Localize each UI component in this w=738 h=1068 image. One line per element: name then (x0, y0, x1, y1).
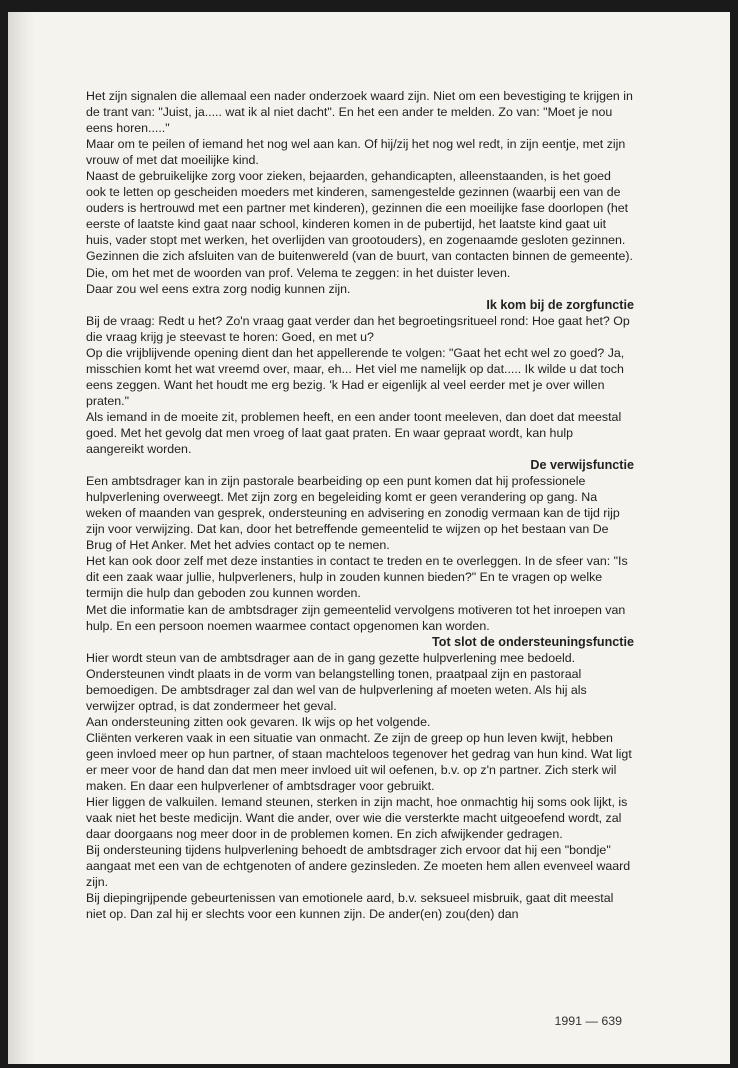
paragraph: Bij diepingrijpende gebeurtenissen van emotionele aard, b.v. seksueel misbruik, gaat dit meestal niet op. Dan zal hij er slechts voor een kunnen zijn. De ander(en) zou(den) dan (86, 891, 614, 922)
paragraph: Cliënten verkeren vaak in een situatie van onmacht. Ze zijn de greep op hun leven kwijt, hebben geen invloed meer op hun partner, of staan machteloos tegenover het gedrag van hun kind. Wat ligt er meer voor de hand dan dat men meer invloed uit wil oefenen, b.v. op z'n partner. Zich sterk wil maken. En daar een hulpverlener of ambtsdrager voor gebruikt. (86, 730, 632, 794)
page-binding-shadow (8, 12, 36, 1064)
paragraph: Hier liggen de valkuilen. Iemand steunen, sterken in zijn macht, hoe onmachtig hij soms ook lijkt, is vaak niet het beste medicijn. Want die ander, over wie die versterkte macht uitgeoefend wordt, zal daar doorgaans nog meer door in de problemen komen. En zich afwijkender gedragen. (86, 795, 628, 842)
paragraph: Met die informatie kan de ambtsdrager zijn gemeentelid vervolgens motiveren tot het inroepen van hulp. En een persoon noemen waarmee contact opgenomen kan worden. (86, 602, 626, 633)
paragraph: Daar zou wel eens extra zorg nodig kunnen zijn. (86, 281, 351, 296)
document-page (8, 12, 730, 1064)
section-heading-verwijsfunctie: De verwijsfunctie (530, 458, 634, 473)
section-heading-zorgfunctie: Ik kom bij de zorgfunctie (486, 297, 634, 312)
paragraph: Bij ondersteuning tijdens hulpverlening behoedt de ambtsdrager zich ervoor dat hij een "bondje" aangaat met een van de echtgenoten of andere gezinsleden. Ze moeten hem allen evenveel waard zijn. (86, 843, 631, 890)
paragraph: Bij de vraag: Redt u het? Zo'n vraag gaat verder dan het begroetingsritueel rond: Hoe gaat het? Op die vraag krijg je steevast te horen: Goed, en met u? (86, 313, 630, 344)
paragraph: Aan ondersteuning zitten ook gevaren. Ik wijs op het volgende. (86, 714, 431, 729)
section-heading-ondersteuningsfunctie: Tot slot de ondersteuningsfunctie (432, 634, 634, 649)
paragraph: Hier wordt steun van de ambtsdrager aan de in gang gezette hulpverlening mee bedoeld. Ondersteunen vindt plaats in de vorm van belangstelling tonen, praatpaal zijn en pastoraal bemoedigen. De ambtsdrager zal dan wel van de hulpverlening af moeten weten. Als hij als verwijzer optrad, is dat zondermeer het geval. (86, 650, 587, 713)
paragraph: Een ambtsdrager kan in zijn pastorale bearbeiding op een punt komen dat hij professionele hulpverlening overweegt. Met zijn zorg en begeleiding komt er geen verandering op gang. Na weken of maanden van gesprek, ondersteuning en advisering en zonodig vermaan kan de tijd rijp zijn voor verwijzing. Dat kan, door het betreffende gemeentelid te wijzen op het bestaan van De Brug of Het Anker. Met het advies contact op te nemen. (86, 474, 620, 553)
paragraph: Het kan ook door zelf met deze instanties in contact te treden en te overleggen. In de sfeer van: "Is dit een zaak waar jullie, hulpverleners, hulp in zouden kunnen bieden?" En te vragen op welke termijn die hulp dan geboden zou kunnen worden. (86, 554, 628, 601)
paragraph: Maar om te peilen of iemand het nog wel aan kan. Of hij/zij het nog wel redt, in zijn eentje, met zijn vrouw of met dat moeilijke kind. (86, 137, 626, 168)
paragraph: Naast de gebruikelijke zorg voor zieken, bejaarden, gehandicapten, alleenstaanden, is het goed ook te letten op gescheiden moeders met kinderen, samengestelde gezinnen (waarbij een van de ouders is hertrouwd met een partner met kinderen), gezinnen die een moeilijke fase doorlopen (het eerste of laatste kind gaat naar school, kinderen komen in de pubertijd, het laatste kind gaat uit huis, vader stopt met werken, het overlijden van grootouders), en zogenaamde gesloten gezinnen. Gezinnen die zich afsluiten van de buitenwereld (van de buurt, van contacten binnen de gemeente). Die, om het met de woorden van prof. Velema te zeggen: in het duister leven. (86, 169, 633, 280)
paragraph: Op die vrijblijvende opening dient dan het appellerende te volgen: "Gaat het echt wel zo goed? Ja, misschien komt het wat vreemd over, maar, eh... Het viel me namelijk op dat..... Ik wilde u dat toch eens zeggen. Want het houdt me erg bezig. 'k Had er eigenlijk al veel eerder met je over willen praten." (86, 345, 625, 408)
paragraph: Als iemand in de moeite zit, problemen heeft, en een ander toont meeleven, dan doet dat meestal goed. Met het gevolg dat men vroeg of laat gaat praten. En waar gepraat wordt, kan hulp aangereikt worden. (86, 409, 622, 457)
paragraph: Het zijn signalen die allemaal een nader onderzoek waard zijn. Niet om een bevestiging te krijgen in de trant van: "Juist, ja..... wat ik al niet dacht". En het een ander te melden. Zo van: "Moet je nou eens horen....." (86, 89, 633, 136)
page-number: 1991 — 639 (554, 1014, 622, 1028)
body-text (86, 88, 634, 922)
